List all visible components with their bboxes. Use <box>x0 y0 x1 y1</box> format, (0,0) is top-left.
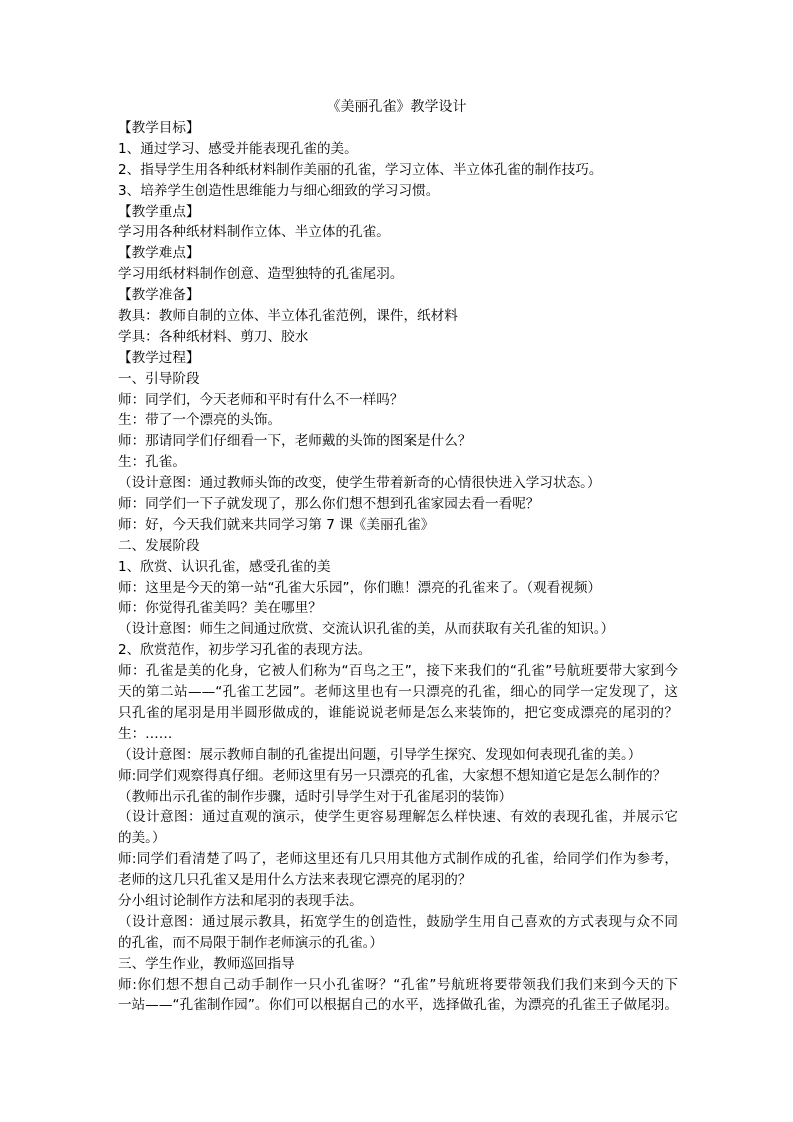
design-intent-note: （设计意图：师生之间通过欣赏、交流认识孔雀的美，从而获取有关孔雀的知识。） <box>118 621 615 638</box>
dialogue-line: 师:你们想不想自己动手制作一只小孔雀呀？“孔雀”号航班将要带领我们我们来到今天的下 <box>118 976 678 993</box>
dialogue-line: 师：好，今天我们就来共同学习第 7 课《美丽孔雀》 <box>118 516 435 533</box>
dialogue-line: 师:同学们观察得真仔细。老师这里有另一只漂亮的孔雀，大家想不想知道它是怎么制作的？ <box>118 767 667 784</box>
design-intent-note: 的孔雀，而不局限于制作老师演示的孔雀。） <box>118 934 384 951</box>
objective-item: 1、通过学习、感受并能表现孔雀的美。 <box>118 140 358 157</box>
dialogue-line: 师：你觉得孔雀美吗？美在哪里？ <box>118 600 322 617</box>
objective-item: 3、培养学生创造性思维能力与细心细致的学习习惯。 <box>118 182 440 199</box>
step-heading: 2、欣赏范作，初步学习孔雀的表现方法。 <box>118 642 372 659</box>
dialogue-line: 师：同学们，今天老师和平时有什么不一样吗？ <box>118 391 404 408</box>
document-title: 《美丽孔雀》教学设计 <box>326 99 467 115</box>
subsection-heading: 三、学生作业，教师巡回指导 <box>118 955 295 972</box>
document-body <box>118 118 678 1016</box>
section-heading-difficulties: 【教学难点】 <box>118 245 200 262</box>
dialogue-line: 师：那请同学们仔细看一下，老师戴的头饰的图案是什么？ <box>118 433 472 450</box>
dialogue-line: 生：…… <box>118 725 173 742</box>
dialogue-line: 一站——“孔雀制作园”。你们可以根据自己的水平，选择做孔雀，为漂亮的孔雀王子做尾羽。 <box>118 997 678 1014</box>
dialogue-line: 师：孔雀是美的化身，它被人们称为“百鸟之王”，接下来我们的“孔雀”号航班要带大家到今 <box>118 663 678 680</box>
dialogue-line: 只孔雀的尾羽是用半圆形做成的，谁能说说老师是怎么来装饰的，把它变成漂亮的尾羽的？ <box>118 704 678 721</box>
dialogue-line: 师：同学们一下子就发现了，那么你们想不想到孔雀家园去看一看呢？ <box>118 496 540 513</box>
teacher-action-note: （教师出示孔雀的制作步骤，适时引导学生对于孔雀尾羽的装饰） <box>118 788 513 805</box>
dialogue-line: 生：孔雀。 <box>118 454 186 471</box>
dialogue-line: 老师的这几只孔雀又是用什么方法来表现它漂亮的尾羽的？ <box>118 872 472 889</box>
objective-item: 2、指导学生用各种纸材料制作美丽的孔雀，学习立体、半立体孔雀的制作技巧。 <box>118 161 603 178</box>
activity-line: 分小组讨论制作方法和尾羽的表现手法。 <box>118 892 363 909</box>
design-intent-note: （设计意图：通过教师头饰的改变，使学生带着新奇的心情很快进入学习状态。） <box>118 475 601 492</box>
difficulty-text: 学习用纸材料制作创意、造型独特的孔雀尾羽。 <box>118 266 404 283</box>
design-intent-note: 的美。） <box>118 830 166 847</box>
section-heading-key-points: 【教学重点】 <box>118 203 200 220</box>
dialogue-line: 师：这里是今天的第一站“孔雀大乐园”，你们瞧！漂亮的孔雀来了。（观看视频） <box>118 579 602 596</box>
design-intent-note: （设计意图：通过展示教具，拓宽学生的创造性，鼓励学生用自己喜欢的方式表现与众不同 <box>118 913 678 930</box>
subsection-heading: 二、发展阶段 <box>118 537 200 554</box>
design-intent-note: （设计意图：展示教师自制的孔雀提出问题，引导学生探究、发现如何表现孔雀的美。） <box>118 746 642 763</box>
section-heading-process: 【教学过程】 <box>118 349 200 366</box>
section-heading-objectives: 【教学目标】 <box>118 120 200 136</box>
dialogue-line: 生：带了一个漂亮的头饰。 <box>118 412 282 429</box>
step-heading: 1、欣赏、认识孔雀，感受孔雀的美 <box>118 558 331 575</box>
section-heading-preparation: 【教学准备】 <box>118 287 200 304</box>
preparation-text: 教具：教师自制的立体、半立体孔雀范例，课件，纸材料 <box>118 308 458 325</box>
dialogue-line: 天的第二站——“孔雀工艺园”。老师这里也有一只漂亮的孔雀，细心的同学一定发现了，这 <box>118 684 678 701</box>
preparation-text: 学具：各种纸材料、剪刀、胶水 <box>118 328 309 345</box>
subsection-heading: 一、引导阶段 <box>118 370 200 387</box>
dialogue-line: 师:同学们看清楚了吗了，老师这里还有几只用其他方式制作成的孔雀，给同学们作为参考， <box>118 851 678 868</box>
key-point-text: 学习用各种纸材料制作立体、半立体的孔雀。 <box>118 224 390 241</box>
design-intent-note: （设计意图：通过直观的演示，使学生更容易理解怎么样快速、有效的表现孔雀，并展示它 <box>118 809 678 826</box>
